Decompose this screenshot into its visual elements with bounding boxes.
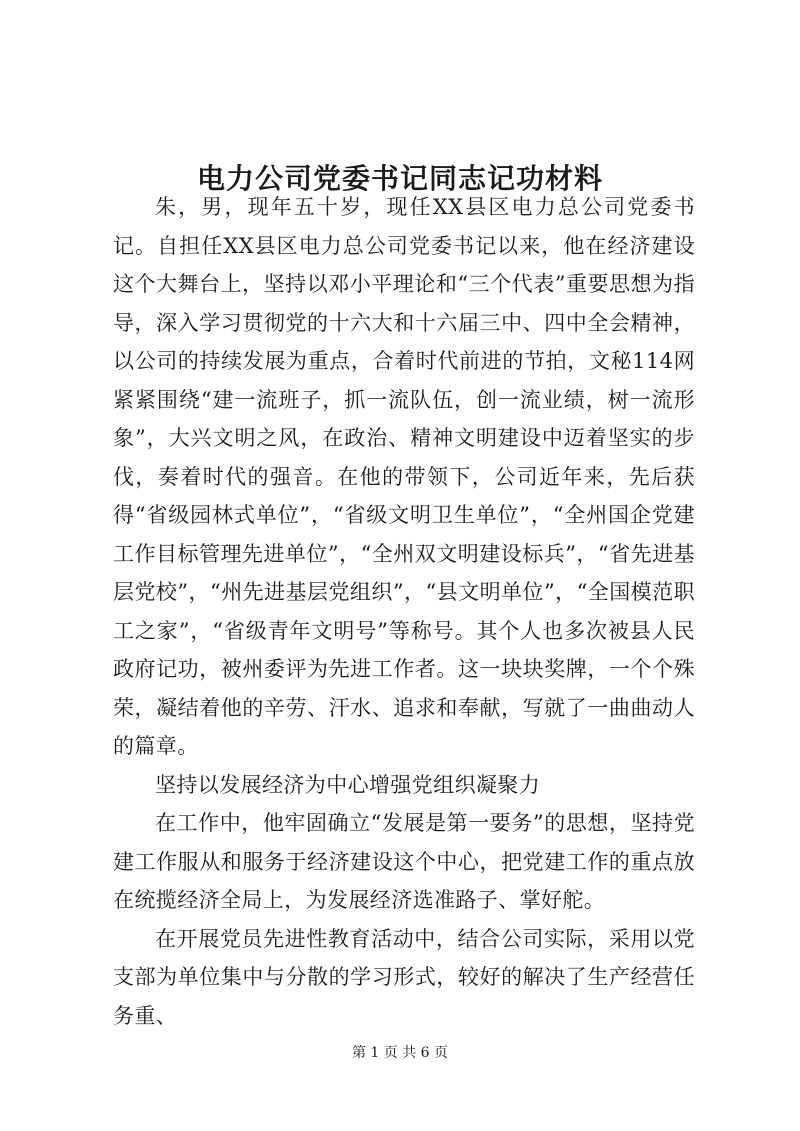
section-heading: 坚持以发展经济为中心增强党组织凝聚力 <box>155 772 541 797</box>
document-title: 电力公司党委书记同志记功材料 <box>196 161 603 195</box>
page-number: 第 1 页 共 6 页 <box>351 1045 449 1061</box>
document-body <box>113 188 695 1035</box>
paragraph-education: 在开展党员先进性教育活动中，结合公司实际，采用以党支部为单位集中与分散的学习形式，较好的解决了生产经营任务重、 <box>113 926 695 1028</box>
paragraph-work: 在工作中，他牢固确立“发展是第一要务”的思想，坚持党建工作服从和服务于经济建设这个中心，把党建工作的重点放在统揽经济全局上，为发展经济选准路子、掌好舵。 <box>113 811 695 912</box>
paragraph-intro: 朱，男，现年五十岁，现任XX县区电力总公司党委书记。自担任XX县区电力总公司党委书记以来，他在经济建设这个大舞台上，坚持以邓小平理论和“三个代表”重要思想为指导，深入学习贯彻党的十六大和十六届三中、四中全会精神，以公司的持续发展为重点，合着时代前进的节拍，文秘114网紧紧围绕“建一流班子，抓一流队伍，创一流业绩，树一流形象”，大兴文明之风，在政治、精神文明建设中迈着坚实的步伐，奏着时代的强音。在他的带领下，公司近年来，先后获得“省级园林式单位”，“省级文明卫生单位”，“全州国企党建工作目标管理先进单位”，“全州双文明建设标兵”，“省先进基层党校”，“州先进基层党组织”，“县文明单位”，“全国模范职工之家”，“省级青年文明号”等称号。其个人也多次被县人民政府记功，被州委评为先进工作者。这一块块奖牌，一个个殊荣，凝结着他的辛劳、汗水、追求和奉献，写就了一曲曲动人的篇章。 <box>113 195 695 758</box>
